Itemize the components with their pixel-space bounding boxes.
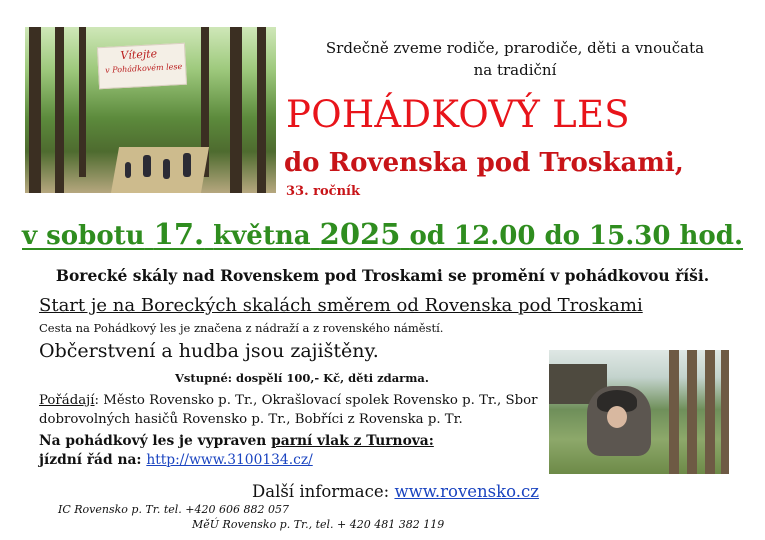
organizers-label: Pořádají: [39, 393, 95, 408]
event-edition: 33. ročník: [286, 184, 360, 199]
more-info: [252, 482, 539, 501]
organizers: [39, 391, 539, 429]
start-location: Start je na Boreckých skalách směrem od Rovenska pod Troskami: [39, 295, 643, 316]
event-description: Borecké skály nad Rovenskem pod Troskami se promění v pohádkovou říši.: [55, 266, 710, 285]
event-date: [0, 217, 765, 251]
contact-meu: MěÚ Rovensko p. Tr., tel. + 420 481 382 119: [192, 518, 445, 531]
organizers-text: : Město Rovensko p. Tr., Okrašlovací spolek Rovensko p. Tr., Sbor dobrovolných hasičů Rovensko p. Tr., Bobříci z Rovenska p. Tr.: [39, 393, 538, 427]
more-info-label: Další informace:: [252, 482, 395, 501]
banner-line1: Vítejte: [120, 47, 158, 63]
website-link[interactable]: www.rovensko.cz: [394, 482, 539, 501]
admission-fee: Vstupné: dospělí 100,- Kč, děti zdarma.: [175, 371, 429, 385]
event-subtitle: do Rovenska pod Troskami,: [284, 148, 684, 178]
date-time: od 12.00 do 15.30 hod.: [409, 221, 743, 251]
date-month: května: [213, 221, 311, 251]
timetable-link[interactable]: http://www.3100134.cz/: [146, 452, 313, 468]
refreshments-info: Občerstvení a hudba jsou zajištěny.: [39, 340, 379, 362]
timetable-label: jízdní řád na:: [39, 452, 147, 468]
intro-text: [300, 37, 730, 81]
forest-photo: [25, 27, 276, 193]
banner-line2: v Pohádkovém lese: [104, 61, 183, 75]
date-year: 2025: [319, 217, 401, 251]
route-info: Cesta na Pohádkový les je značena z nádraží a z rovenského náměstí.: [39, 321, 444, 335]
train-highlight: parní vlak z Turnova:: [271, 433, 434, 449]
date-day: 17.: [153, 217, 205, 251]
event-title: POHÁDKOVÝ LES: [286, 93, 630, 136]
welcome-banner: [97, 43, 187, 90]
intro-line2: na tradiční: [473, 61, 557, 79]
train-prefix: Na pohádkový les je vypraven: [39, 433, 272, 449]
intro-line1: Srdečně zveme rodiče, prarodiče, děti a vnoučata: [325, 39, 705, 57]
train-info: [39, 432, 434, 470]
contact-ic: IC Rovensko p. Tr. tel. +420 606 882 057: [58, 503, 289, 516]
date-prefix: v sobotu: [22, 221, 145, 251]
witch-photo: [549, 350, 729, 474]
